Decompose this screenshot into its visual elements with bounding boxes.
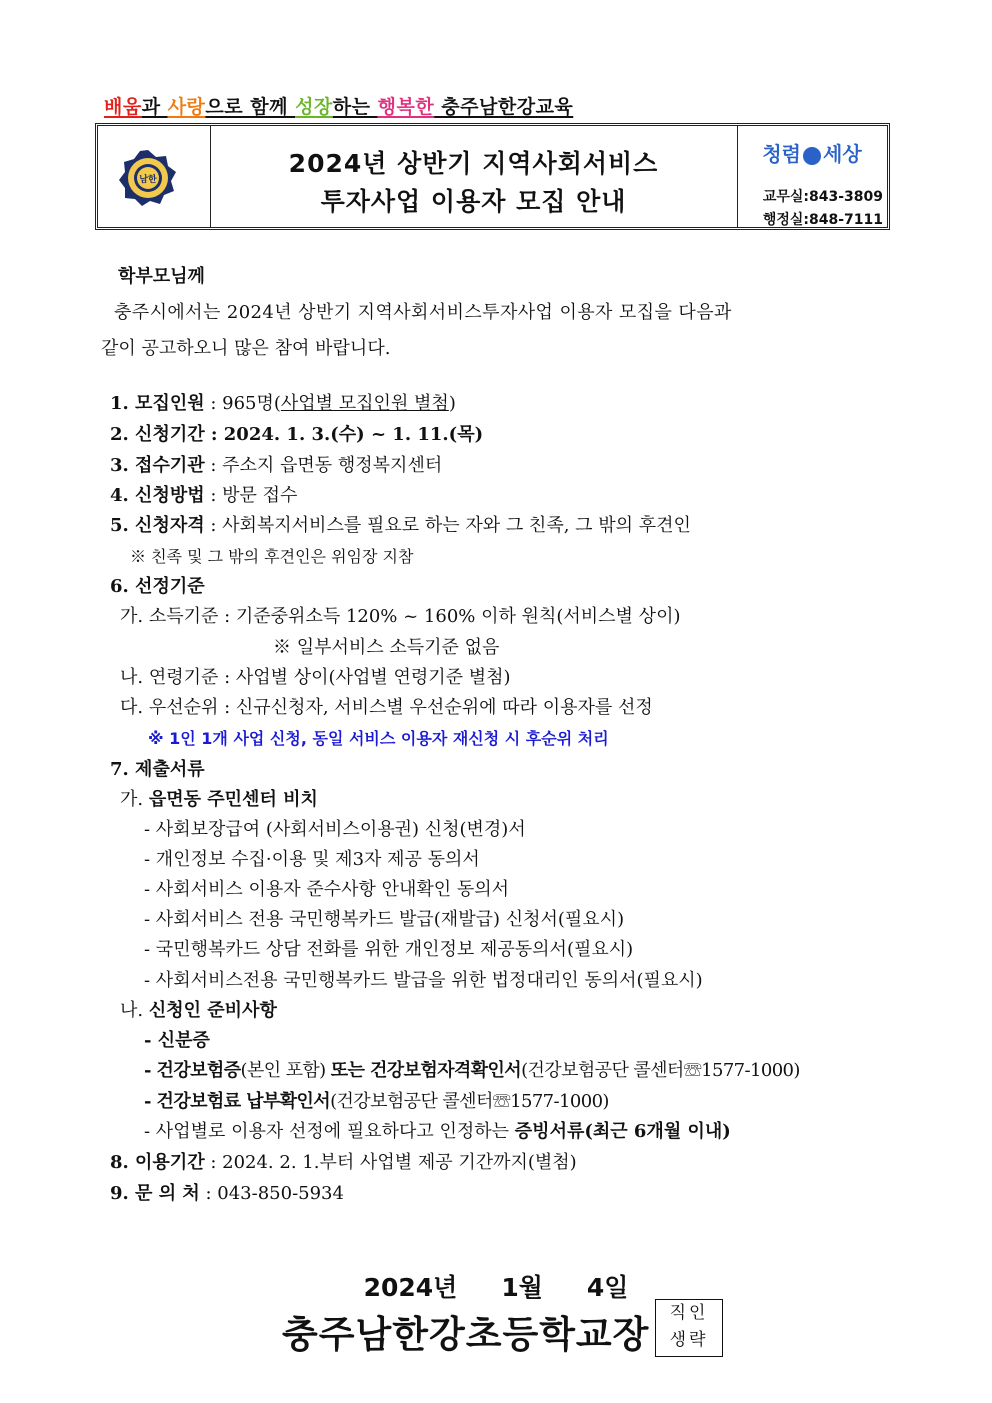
item-contact — [110, 1179, 344, 1205]
docs-section-title: 읍면동 주민센터 비치 — [148, 789, 318, 810]
item-recruit-count — [110, 389, 456, 415]
criteria-income: 가. 소득기준 : 기준중위소득 120% ~ 160% 이하 원칙(서비스별 상이) — [120, 606, 681, 627]
item-application-period — [110, 420, 483, 446]
document-header — [95, 123, 890, 230]
clean-logo-badge-icon — [803, 147, 821, 165]
prep-text: - 사업별로 이용자 선정에 필요하다고 인정하는 — [144, 1121, 515, 1142]
prep-text: (건강보험공단 콜센터☏1577-1000) — [521, 1060, 800, 1081]
docs-section-b — [120, 996, 277, 1022]
item-label: 4. 신청방법 — [110, 485, 205, 506]
item-eligibility — [110, 511, 691, 537]
prep-supporting-docs — [144, 1117, 731, 1143]
seal-omitted-box — [655, 1299, 723, 1357]
slogan-word-love: 사랑 — [167, 96, 206, 118]
item-application-method — [110, 481, 297, 507]
docs-section-prefix: 가. — [120, 789, 149, 810]
prep-text-bold: - 건강보험증 — [144, 1060, 241, 1081]
item-label: 1. 모집인원 — [110, 393, 205, 414]
principal-signature: 충주남한강초등학교장 — [282, 1313, 650, 1356]
criteria-age: 나. 연령기준 : 사업별 상이(사업별 연령기준 별첨) — [120, 667, 511, 688]
item-value: : 사회복지서비스를 필요로 하는 자와 그 친족, 그 밖의 후견인 — [204, 515, 691, 536]
seal-line1: 직인 — [669, 1303, 709, 1323]
criteria-income-note: ※ 일부서비스 소득기준 없음 — [273, 637, 500, 658]
intro-line1: 충주시에서는 2024년 상반기 지역사회서비스투자사업 이용자 모집을 다음과 — [114, 302, 732, 323]
item-label: 2. 신청기간 — [110, 424, 205, 445]
date-year: 2024년 — [363, 1273, 458, 1302]
prep-text-bold: - 건강보험료 납부확인서 — [144, 1091, 331, 1112]
prep-text: (본인 포함) — [240, 1060, 331, 1081]
school-slogan — [104, 92, 573, 119]
item-required-documents: 7. 제출서류 — [110, 759, 205, 780]
item-selection-criteria: 6. 선정기준 — [110, 576, 205, 597]
priority-note: ※ 1인 1개 사업 신청, 동일 서비스 이용자 재신청 시 후순위 처리 — [148, 729, 609, 748]
slogan-text: 충주남한강교육 — [434, 96, 574, 118]
prep-text-bold: 또는 건강보험자격확인서 — [330, 1060, 522, 1081]
emblem-text: 남한 — [139, 175, 157, 185]
slogan-text: 과 — [141, 96, 168, 118]
docs-list-item: - 사회보장급여 (사회서비스이용권) 신청(변경)서 — [144, 819, 526, 840]
seal-line2: 생략 — [669, 1330, 709, 1350]
item-value: : 965명( — [204, 393, 281, 414]
contact-cell — [737, 126, 887, 227]
issue-date — [0, 1268, 992, 1304]
docs-list-item: - 사회서비스 이용자 준수사항 안내확인 동의서 — [144, 879, 510, 900]
item-value: : 043-850-5934 — [199, 1183, 344, 1204]
docs-section-prefix: 나. — [120, 1000, 149, 1021]
greeting: 학부모님께 — [118, 266, 205, 287]
slogan-word-learning: 배움 — [104, 96, 142, 118]
item-label: 3. 접수기관 — [110, 455, 205, 476]
item-label: 9. 문 의 처 — [110, 1183, 200, 1204]
phone-academic-office: 교무실:843-3809 — [762, 189, 883, 205]
emblem-cell — [98, 126, 211, 227]
eligibility-note: ※ 친족 및 그 밖의 후견인은 위임장 지참 — [130, 547, 414, 566]
item-value: : 2024. 2. 1.부터 사업별 제공 기간까지(별첨) — [204, 1152, 577, 1173]
school-emblem-icon — [118, 148, 178, 208]
docs-list-item: - 국민행복카드 상담 전화를 위한 개인정보 제공동의서(필요시) — [144, 939, 634, 960]
intro-line2: 같이 공고하오니 많은 참여 바랍니다. — [101, 338, 391, 359]
item-receiving-office — [110, 451, 442, 477]
docs-list-item: - 사회서비스 전용 국민행복카드 발급(재발급) 신청서(필요시) — [144, 909, 625, 930]
docs-list-item: - 사회서비스전용 국민행복카드 발급을 위한 법정대리인 동의서(필요시) — [144, 970, 703, 991]
phone-admin-office: 행정실:848-7111 — [762, 212, 883, 228]
slogan-word-growth: 성장 — [295, 96, 333, 118]
title-cell — [210, 126, 738, 227]
docs-section-title: 신청인 준비사항 — [148, 1000, 277, 1021]
clean-world-logo — [737, 138, 887, 167]
item-label: 5. 신청자격 — [110, 515, 205, 536]
clean-logo-right-text: 세상 — [823, 142, 862, 166]
item-value-underlined: 사업별 모집인원 별첨 — [280, 393, 449, 414]
docs-section-a — [120, 785, 318, 811]
criteria-priority: 다. 우선순위 : 신규신청자, 서비스별 우선순위에 따라 이용자를 선정 — [120, 697, 653, 718]
prep-id-card: - 신분증 — [144, 1030, 210, 1051]
slogan-word-happy: 행복한 — [377, 96, 435, 118]
prep-health-insurance — [144, 1056, 800, 1082]
item-label: 8. 이용기간 — [110, 1152, 205, 1173]
item-value: : 방문 접수 — [204, 485, 298, 506]
item-usage-period — [110, 1148, 577, 1174]
docs-list-item: - 개인정보 수집·이용 및 제3자 제공 동의서 — [144, 849, 480, 870]
document-title-line2: 투자사업 이용자 모집 안내 — [320, 187, 627, 216]
item-value: : 주소지 읍면동 행정복지센터 — [204, 455, 443, 476]
item-value: ) — [448, 393, 456, 414]
prep-text-bold: 증빙서류(최근 6개월 이내) — [514, 1121, 731, 1142]
document-title-line1: 2024년 상반기 지역사회서비스 — [288, 149, 659, 178]
clean-logo-left-text: 청렴 — [762, 142, 801, 166]
date-month: 1월 — [501, 1273, 543, 1302]
slogan-text: 하는 — [332, 96, 378, 118]
prep-premium-payment — [144, 1087, 609, 1113]
item-value: : 2024. 1. 3.(수) ~ 1. 11.(목) — [204, 424, 484, 445]
date-day: 4일 — [586, 1273, 629, 1302]
prep-text: (건강보험공단 콜센터☏1577-1000) — [330, 1091, 609, 1112]
slogan-text: 으로 함께 — [205, 96, 296, 118]
